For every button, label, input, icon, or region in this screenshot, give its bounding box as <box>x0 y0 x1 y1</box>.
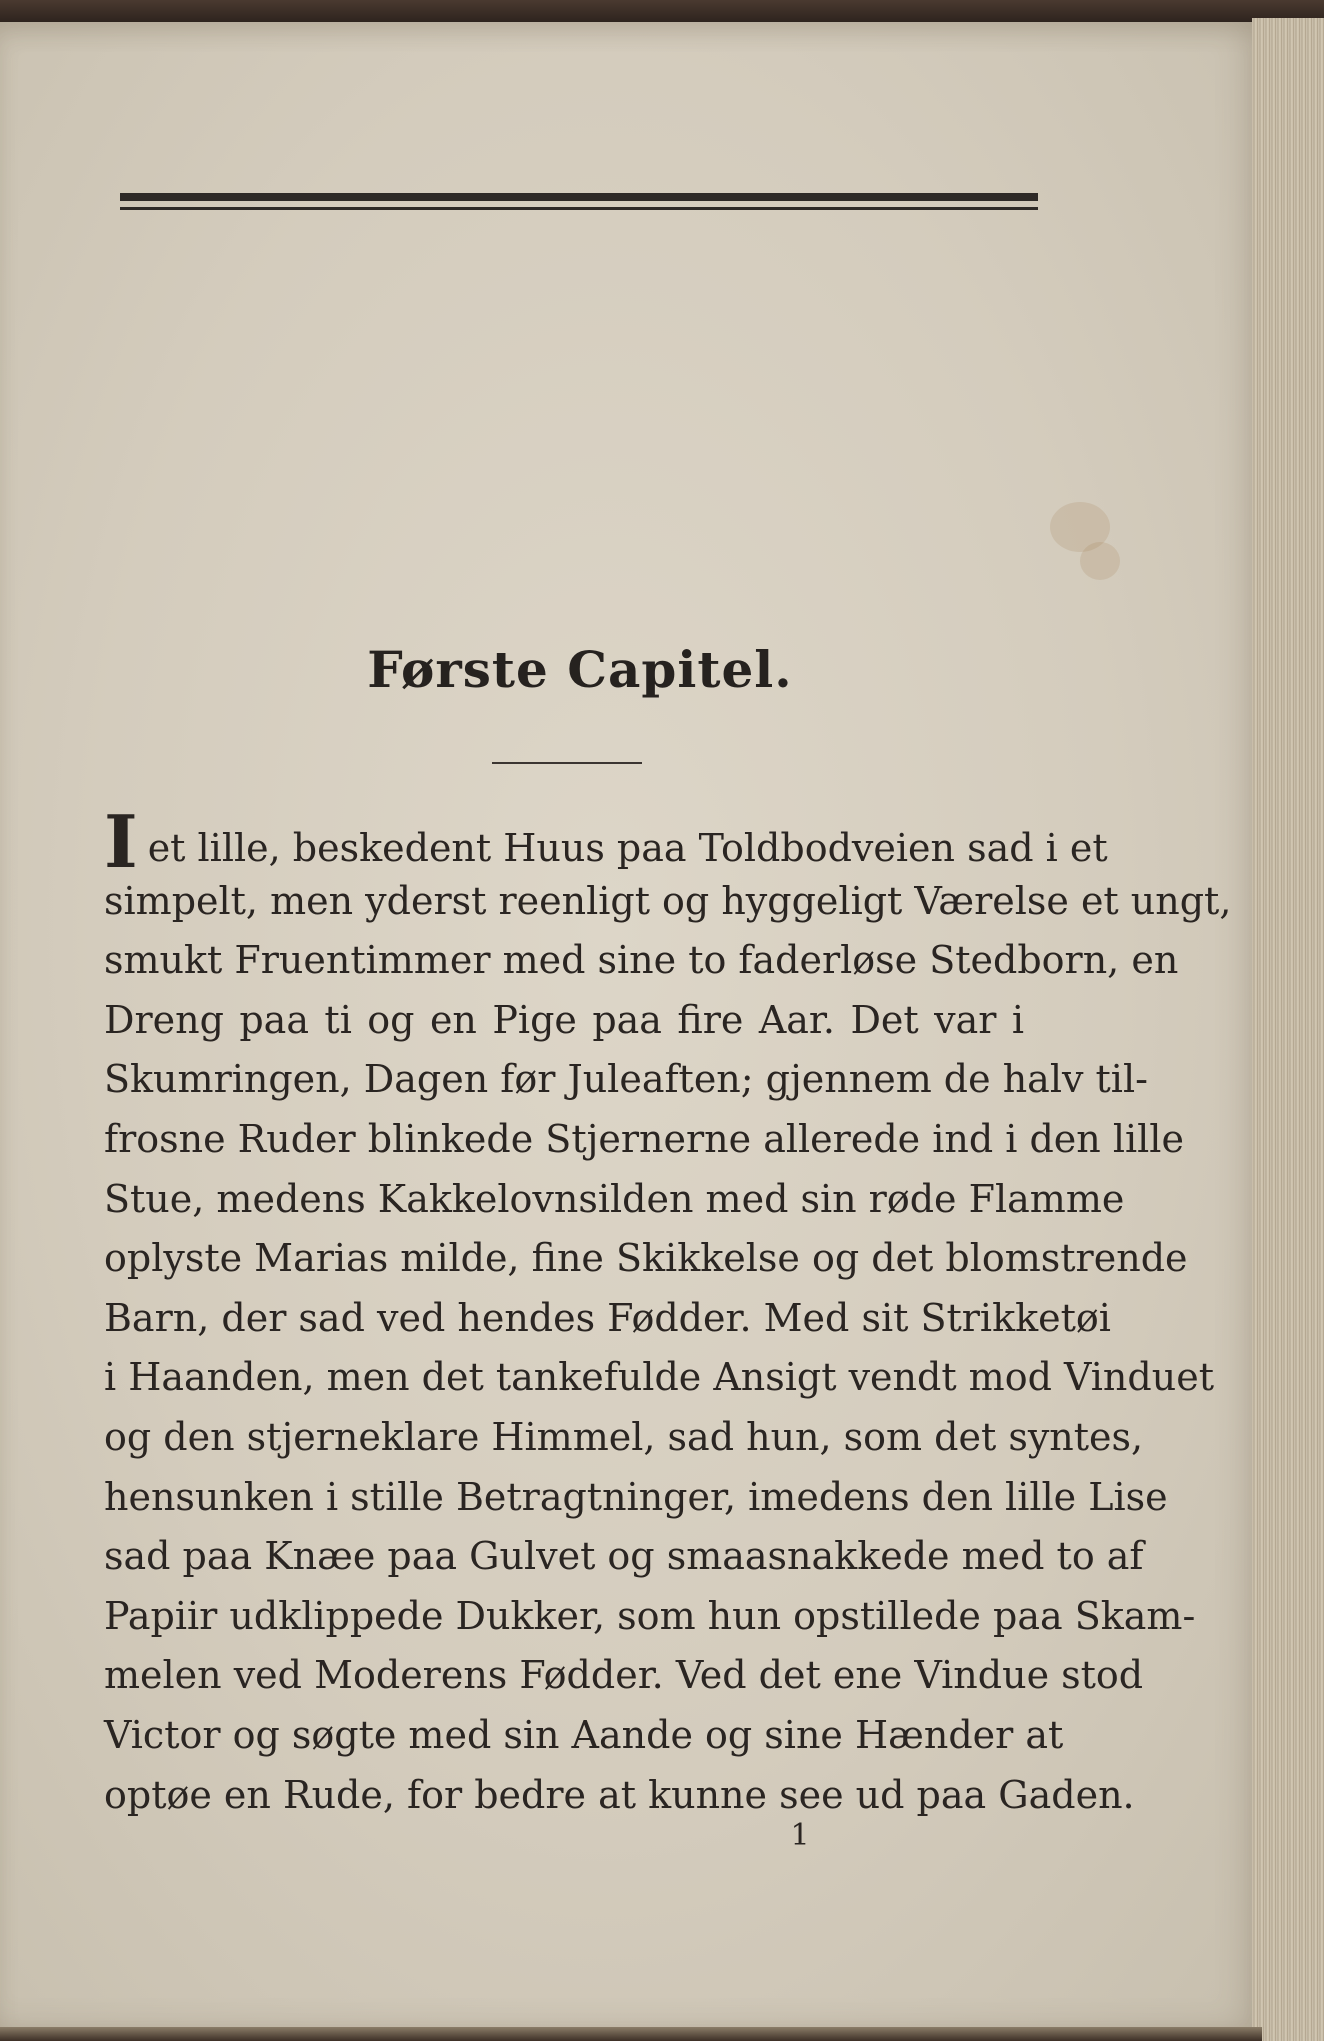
text-line: frosne Ruder blinkede Stjernerne allerede ind i den lille <box>104 1116 1184 1161</box>
drop-cap: I <box>104 799 138 884</box>
text-line: sad paa Knæe paa Gulvet og smaasnakkede med to af <box>104 1534 1144 1579</box>
text-line: Barn, der sad ved hendes Fødder. Med sit Strikketøi <box>104 1295 1111 1340</box>
title-divider <box>492 762 642 764</box>
text-line: oplyste Marias milde, fine Skikkelse og det blomstrende <box>104 1236 1188 1281</box>
page-edges <box>1252 18 1324 2041</box>
header-rule-thick <box>120 193 1038 201</box>
text-line: Stue, medens Kakkelovnsilden med sin røde Flamme <box>104 1176 1125 1221</box>
text-line: simpelt, men yderst reenligt og hyggeligt Værelse et ungt, <box>104 878 1232 923</box>
text-line: Skumringen, Dagen før Juleaften; gjennem de halv til- <box>104 1057 1148 1102</box>
book-bottom-edge <box>0 2027 1262 2041</box>
text-line: Dreng paa ti og en Pige paa fire Aar. Det var i <box>104 997 1024 1042</box>
text-line: hensunken i stille Betragtninger, imedens den lille Lise <box>104 1474 1168 1519</box>
text-line <box>104 799 1108 884</box>
text-line: i Haanden, men det tankefulde Ansigt vendt mod Vinduet <box>104 1355 1214 1400</box>
text-line-content: et lille, beskedent Huus paa Toldbodveien sad i et <box>147 826 1108 870</box>
text-line: optøe en Rude, for bedre at kunne see ud paa Gaden. <box>104 1772 1135 1817</box>
page-number: 1 <box>790 1818 810 1853</box>
body-text <box>104 799 1232 1825</box>
text-line: og den stjerneklare Himmel, sad hun, som det syntes, <box>104 1414 1144 1459</box>
text-line: Victor og søgte med sin Aande og sine Hænder at <box>104 1712 1064 1757</box>
book-page <box>0 22 1262 2027</box>
text-line: melen ved Moderens Fødder. Ved det ene Vindue stod <box>104 1653 1144 1698</box>
text-line: smukt Fruentimmer med sine to faderløse Stedborn, en <box>104 938 1179 983</box>
header-rule-thin <box>120 207 1038 210</box>
text-line: Papiir udklippede Dukker, som hun opstillede paa Skam- <box>104 1593 1196 1638</box>
chapter-title: Første Capitel. <box>367 640 793 699</box>
foxing-stain <box>1080 542 1120 580</box>
